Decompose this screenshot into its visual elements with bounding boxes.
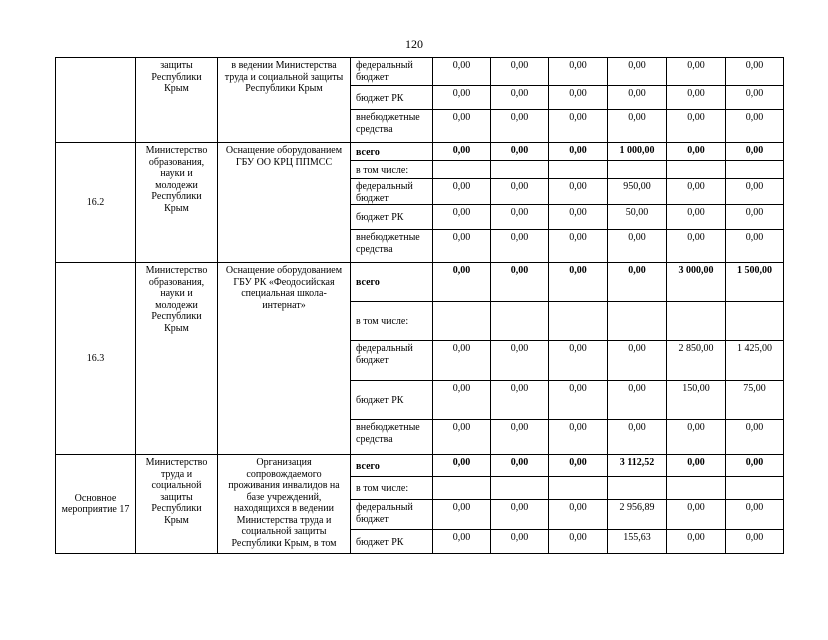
executor-cell: Министерство труда и социальной защиты Республики Крым bbox=[136, 455, 218, 554]
value-cell: 0,00 bbox=[667, 58, 726, 86]
value-cell: 0,00 bbox=[433, 58, 491, 86]
value-cell: 0,00 bbox=[726, 500, 784, 530]
value-cell: 0,00 bbox=[608, 230, 667, 263]
value-cell: 0,00 bbox=[667, 143, 726, 161]
value-cell: 2 850,00 bbox=[667, 341, 726, 381]
value-cell: 0,00 bbox=[667, 179, 726, 205]
value-cell: 155,63 bbox=[608, 530, 667, 554]
value-cell: 0,00 bbox=[549, 530, 608, 554]
funding-source-cell: федеральный бюджет bbox=[351, 58, 433, 86]
value-cell: 75,00 bbox=[726, 381, 784, 420]
value-cell: 0,00 bbox=[491, 86, 549, 110]
row-number bbox=[56, 58, 136, 143]
value-cell: 0,00 bbox=[608, 263, 667, 302]
value-cell: 0,00 bbox=[549, 179, 608, 205]
funding-source-cell: федеральный бюджет bbox=[351, 500, 433, 530]
value-cell bbox=[549, 477, 608, 500]
value-cell bbox=[491, 161, 549, 179]
value-cell: 0,00 bbox=[549, 455, 608, 477]
value-cell: 0,00 bbox=[549, 381, 608, 420]
value-cell: 0,00 bbox=[491, 381, 549, 420]
value-cell: 950,00 bbox=[608, 179, 667, 205]
funding-source-cell: всего bbox=[351, 143, 433, 161]
value-cell: 0,00 bbox=[491, 143, 549, 161]
value-cell bbox=[549, 302, 608, 341]
value-cell bbox=[667, 477, 726, 500]
value-cell: 0,00 bbox=[491, 341, 549, 381]
value-cell: 0,00 bbox=[433, 179, 491, 205]
value-cell: 0,00 bbox=[549, 341, 608, 381]
measure-name-cell: Организация сопровождаемого проживания инвалидов на базе учреждений, находящихся в ведении Министерства труда и социальной защиты Республики Крым, в том bbox=[218, 455, 351, 554]
value-cell: 0,00 bbox=[491, 455, 549, 477]
value-cell: 0,00 bbox=[491, 530, 549, 554]
table-row bbox=[56, 143, 784, 161]
value-cell: 0,00 bbox=[667, 455, 726, 477]
value-cell: 0,00 bbox=[608, 420, 667, 455]
table-row bbox=[56, 263, 784, 302]
value-cell bbox=[549, 161, 608, 179]
value-cell: 0,00 bbox=[549, 110, 608, 143]
executor-cell: защиты Республики Крым bbox=[136, 58, 218, 143]
budget-table bbox=[55, 57, 784, 554]
measure-name-cell: Оснащение оборудованием ГБУ РК «Феодосийская специальная школа-интернат» bbox=[218, 263, 351, 455]
value-cell: 0,00 bbox=[433, 143, 491, 161]
value-cell: 0,00 bbox=[608, 58, 667, 86]
value-cell: 0,00 bbox=[549, 263, 608, 302]
funding-source-cell: бюджет РК bbox=[351, 530, 433, 554]
value-cell: 0,00 bbox=[491, 230, 549, 263]
value-cell: 0,00 bbox=[608, 110, 667, 143]
value-cell: 0,00 bbox=[608, 381, 667, 420]
funding-source-cell: бюджет РК bbox=[351, 86, 433, 110]
funding-source-cell: бюджет РК bbox=[351, 205, 433, 230]
value-cell bbox=[726, 477, 784, 500]
value-cell: 0,00 bbox=[667, 530, 726, 554]
value-cell: 0,00 bbox=[491, 179, 549, 205]
row-number: 16.3 bbox=[56, 263, 136, 455]
funding-source-cell: бюджет РК bbox=[351, 381, 433, 420]
value-cell: 50,00 bbox=[608, 205, 667, 230]
value-cell: 0,00 bbox=[726, 530, 784, 554]
funding-source-cell: всего bbox=[351, 455, 433, 477]
funding-source-cell: в том числе: bbox=[351, 302, 433, 341]
value-cell: 0,00 bbox=[433, 341, 491, 381]
value-cell: 0,00 bbox=[433, 110, 491, 143]
value-cell: 0,00 bbox=[433, 500, 491, 530]
value-cell: 3 000,00 bbox=[667, 263, 726, 302]
row-number: 16.2 bbox=[56, 143, 136, 263]
table-row bbox=[56, 455, 784, 477]
funding-source-cell: всего bbox=[351, 263, 433, 302]
value-cell bbox=[433, 302, 491, 341]
funding-source-cell: федеральный бюджет bbox=[351, 179, 433, 205]
value-cell: 0,00 bbox=[433, 230, 491, 263]
value-cell: 0,00 bbox=[667, 205, 726, 230]
value-cell: 1 425,00 bbox=[726, 341, 784, 381]
value-cell: 0,00 bbox=[549, 420, 608, 455]
value-cell: 0,00 bbox=[726, 110, 784, 143]
funding-source-cell: в том числе: bbox=[351, 161, 433, 179]
funding-source-cell: внебюджетные средства bbox=[351, 230, 433, 263]
executor-cell: Министерство образования, науки и молодежи Республики Крым bbox=[136, 263, 218, 455]
value-cell: 0,00 bbox=[726, 86, 784, 110]
value-cell: 0,00 bbox=[549, 58, 608, 86]
value-cell bbox=[608, 302, 667, 341]
funding-source-cell: внебюджетные средства bbox=[351, 110, 433, 143]
value-cell: 0,00 bbox=[667, 230, 726, 263]
value-cell: 0,00 bbox=[726, 205, 784, 230]
value-cell: 0,00 bbox=[491, 205, 549, 230]
value-cell: 150,00 bbox=[667, 381, 726, 420]
value-cell: 0,00 bbox=[433, 205, 491, 230]
executor-cell: Министерство образования, науки и молодежи Республики Крым bbox=[136, 143, 218, 263]
value-cell: 2 956,89 bbox=[608, 500, 667, 530]
value-cell: 0,00 bbox=[491, 500, 549, 530]
value-cell: 0,00 bbox=[549, 205, 608, 230]
value-cell bbox=[726, 161, 784, 179]
value-cell bbox=[433, 161, 491, 179]
value-cell bbox=[491, 477, 549, 500]
value-cell: 1 500,00 bbox=[726, 263, 784, 302]
value-cell: 0,00 bbox=[667, 86, 726, 110]
value-cell bbox=[608, 477, 667, 500]
value-cell: 0,00 bbox=[608, 341, 667, 381]
value-cell: 0,00 bbox=[491, 58, 549, 86]
value-cell: 0,00 bbox=[549, 86, 608, 110]
value-cell: 0,00 bbox=[726, 58, 784, 86]
value-cell: 0,00 bbox=[433, 263, 491, 302]
value-cell: 0,00 bbox=[726, 179, 784, 205]
measure-name-cell: Оснащение оборудованием ГБУ ОО КРЦ ППМСС bbox=[218, 143, 351, 263]
measure-name-cell: в ведении Министерства труда и социальной защиты Республики Крым bbox=[218, 58, 351, 143]
value-cell: 0,00 bbox=[491, 420, 549, 455]
value-cell: 0,00 bbox=[726, 455, 784, 477]
value-cell: 0,00 bbox=[667, 110, 726, 143]
value-cell bbox=[608, 161, 667, 179]
value-cell: 0,00 bbox=[726, 143, 784, 161]
funding-source-cell: федеральный бюджет bbox=[351, 341, 433, 381]
value-cell bbox=[726, 302, 784, 341]
value-cell: 0,00 bbox=[491, 263, 549, 302]
value-cell: 0,00 bbox=[608, 86, 667, 110]
value-cell: 3 112,52 bbox=[608, 455, 667, 477]
value-cell bbox=[491, 302, 549, 341]
value-cell: 0,00 bbox=[433, 420, 491, 455]
value-cell: 0,00 bbox=[433, 381, 491, 420]
value-cell: 0,00 bbox=[726, 230, 784, 263]
value-cell bbox=[667, 161, 726, 179]
funding-source-cell: внебюджетные средства bbox=[351, 420, 433, 455]
value-cell: 0,00 bbox=[433, 86, 491, 110]
value-cell bbox=[433, 477, 491, 500]
page-number: 120 bbox=[405, 37, 423, 51]
value-cell: 0,00 bbox=[667, 500, 726, 530]
value-cell: 0,00 bbox=[726, 420, 784, 455]
value-cell: 0,00 bbox=[667, 420, 726, 455]
value-cell: 0,00 bbox=[433, 455, 491, 477]
funding-source-cell: в том числе: bbox=[351, 477, 433, 500]
value-cell: 0,00 bbox=[433, 530, 491, 554]
value-cell: 0,00 bbox=[491, 110, 549, 143]
value-cell: 1 000,00 bbox=[608, 143, 667, 161]
value-cell: 0,00 bbox=[549, 143, 608, 161]
value-cell: 0,00 bbox=[549, 230, 608, 263]
value-cell: 0,00 bbox=[549, 500, 608, 530]
value-cell bbox=[667, 302, 726, 341]
table-row bbox=[56, 58, 784, 86]
row-number: Основное мероприятие 17 bbox=[56, 455, 136, 554]
